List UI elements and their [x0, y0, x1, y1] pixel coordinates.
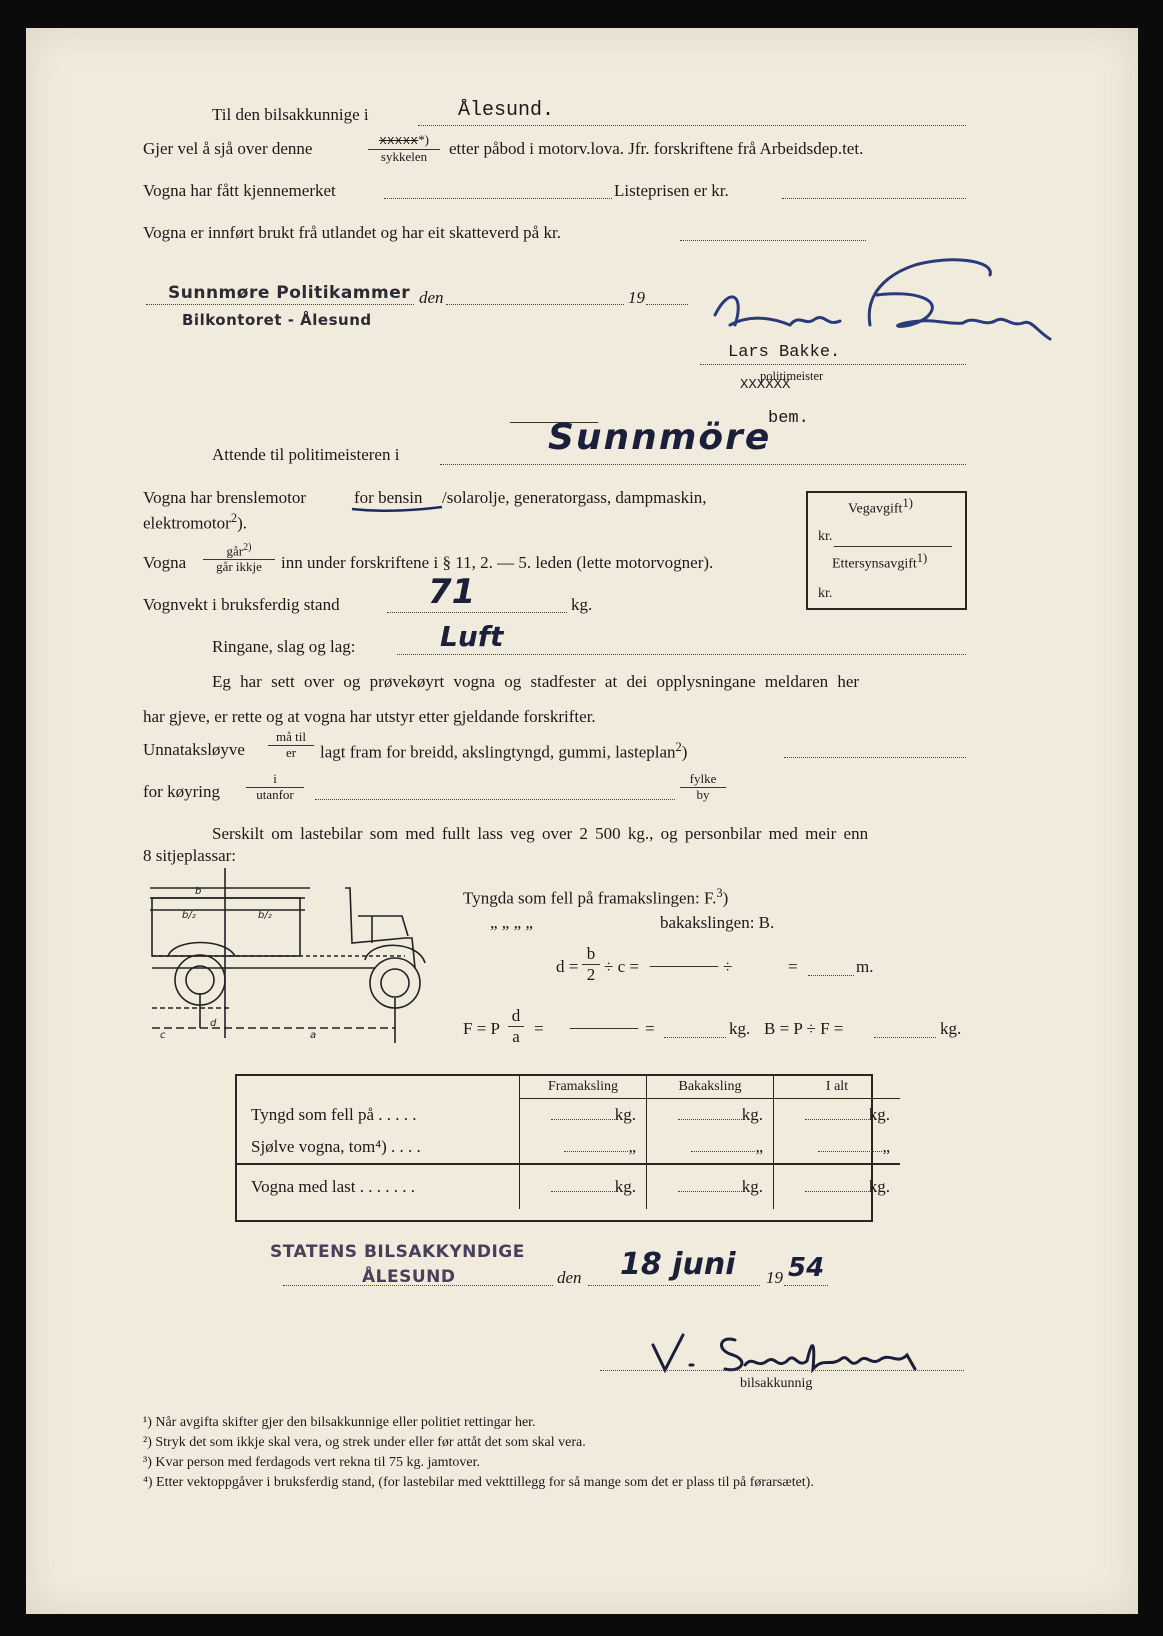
police-den: den	[419, 288, 444, 307]
special-line2: 8 sitjeplassar:	[143, 846, 237, 865]
driving-line	[315, 799, 675, 800]
special-line1: Serskilt om lastebilar som med fullt lass veg over 2 500 kg., og personbilar med meir enn	[212, 824, 869, 843]
declaration-line1: Eg har sett over og prøvekøyrt vogna og stadfester at dei opplysningane meldaren her	[212, 672, 860, 691]
tyres-line	[397, 654, 966, 655]
tyres-label: Ringane, slag og lag:	[212, 637, 356, 656]
row-label: Vogna med last . . . . . . .	[237, 1164, 520, 1209]
formula-m-line	[808, 975, 854, 976]
to-place-line	[418, 125, 966, 126]
exemption-fraction: må til er	[268, 730, 314, 761]
police-title: politimeister	[760, 369, 824, 383]
formula-b-kg: kg.	[940, 1019, 962, 1038]
request-label: Gjer vel å sjå over denne	[143, 139, 313, 158]
exemption-line	[784, 757, 966, 758]
svg-text:b/₂: b/₂	[258, 910, 272, 921]
price-label: Listeprisen er kr.	[614, 181, 729, 200]
weight-line	[387, 612, 567, 613]
svg-text:b: b	[195, 886, 202, 897]
to-place-typed: Ålesund.	[458, 99, 555, 122]
formula-f-blank	[570, 1028, 638, 1029]
police-name-line	[700, 364, 966, 365]
exemption-suffix: lagt fram for breidd, akslingtyngd, gummi, lasteplan$^2$)	[320, 740, 688, 762]
return-place-line	[440, 464, 966, 465]
formula-f-kg: kg.	[729, 1019, 751, 1038]
formula-rear-ditto: „ „ „ „	[490, 913, 533, 932]
rules-suffix: inn under forskriftene i § 11, 2. — 5. leden (lette motorvogner).	[281, 553, 714, 572]
inspector-den: den	[557, 1268, 582, 1287]
formula-d-over-a: $\frac{d}{a}$	[508, 1006, 524, 1046]
inspector-place-line	[283, 1285, 553, 1286]
formula-f-eq: F = P	[463, 1019, 500, 1038]
inspector-date-line	[588, 1285, 760, 1286]
formula-f-line	[664, 1037, 726, 1038]
fee-kr1: kr.	[818, 529, 833, 544]
vehicle-fraction: xxxxx*) sykkelen	[368, 133, 440, 165]
registration-line	[384, 198, 612, 199]
row-label: Tyngd som fell på . . . . .	[251, 1104, 417, 1124]
formula-div: ÷	[723, 957, 733, 976]
import-label: Vogna er innført brukt frå utlandet og har eit skatteverd på kr.	[143, 223, 561, 242]
to-label: Til den bilsakkunnige i	[212, 105, 369, 124]
return-place-handwritten: Sunnmöre	[548, 417, 772, 458]
table-row: Tyngd som fell på . . . . . kg. kg. kg.	[237, 1099, 900, 1132]
police-stamp-line1: Sunnmøre Politikammer	[168, 283, 411, 303]
formula-b-line	[874, 1037, 936, 1038]
police-year-line	[646, 304, 688, 305]
row-label: Sjølve vogna, tom⁴) . . . .	[251, 1137, 421, 1156]
footnote-4: ⁴) Etter vektoppgåver i bruksferdig stand, (for lastebilar med vekttillegg for så mange som det er plass til på førarsætet).	[143, 1475, 814, 1490]
vehicle-den: sykkelen	[380, 148, 428, 164]
formula-b-half: $\frac{b}{2}$	[582, 944, 600, 984]
engine-text-c: elektromotor$^2$).	[143, 511, 247, 533]
engine-text-b: /solarolje, generatorgass, dampmaskin,	[442, 488, 707, 507]
header-bakaksling: Bakaksling	[647, 1076, 774, 1099]
formula-eq: =	[788, 957, 798, 976]
engine-underlined: for bensin	[354, 488, 423, 507]
inspector-date-handwritten: 18 juni	[620, 1247, 736, 1282]
weight-unit: kg.	[571, 595, 593, 614]
inspector-year-handwritten: 54	[788, 1253, 825, 1283]
fee-kr1-line	[834, 546, 952, 547]
weights-table	[237, 1076, 900, 1209]
driving-fraction-unit: fylke by	[680, 772, 726, 803]
police-date-line	[446, 304, 624, 305]
footnote-3: ³) Kvar person med ferdagods vert rekna til 75 kg. jamtover.	[143, 1455, 480, 1470]
driving-fraction-area: i utanfor	[246, 772, 304, 803]
rules-fraction: går$^{2)}$ går ikkje	[203, 542, 275, 575]
import-line	[680, 240, 866, 241]
inspector-title: bilsakkunnig	[740, 1376, 813, 1391]
inspector-stamp-line1: STATENS BILSAKKYNDIGE	[270, 1242, 525, 1262]
fee-kr2: kr.	[818, 586, 833, 601]
formula-b-eq: B = P ÷ F =	[764, 1019, 844, 1038]
svg-text:b/₂: b/₂	[182, 910, 196, 921]
police-note: bem.	[768, 409, 809, 428]
police-title-struck: XXXXXX	[740, 377, 791, 393]
exemption-prefix: Unnataksløyve	[143, 740, 245, 759]
truck-diagram	[140, 868, 430, 1043]
formula-m: m.	[856, 957, 874, 976]
header-framaksling: Framaksling	[520, 1076, 647, 1099]
formula-rear: bakakslingen: B.	[660, 913, 775, 932]
table-row: Vogna med last . . . . . . . kg. kg. kg.	[237, 1164, 900, 1209]
svg-text:c: c	[160, 1030, 166, 1041]
svg-text:a: a	[310, 1030, 317, 1041]
engine-text-a: Vogna har brenslemotor	[143, 488, 307, 507]
formula-front: Tyngda som fell på framakslingen: F.$^3$)	[463, 886, 729, 908]
header-i-alt: I alt	[774, 1076, 901, 1099]
return-label: Attende til politimeisteren i	[212, 445, 400, 464]
formula-d-eq: d =	[556, 957, 579, 976]
footnote-2: ²) Stryk det som ikkje skal vera, og strek under eller før attåt det som skal vera.	[143, 1435, 586, 1450]
formula-minus-c: ÷ c =	[604, 957, 639, 976]
fee-ettersyn: Ettersynsavgift$^{1)}$	[832, 551, 928, 572]
inspector-sign-line	[600, 1370, 964, 1371]
weight-label: Vognvekt i bruksferdig stand	[143, 595, 340, 614]
fee-vegavgift: Vegavgift$^{1)}$	[848, 496, 913, 517]
tyres-value-handwritten: Luft	[440, 620, 504, 653]
vehicle-struck: xxxxx	[379, 133, 419, 148]
formula-f-eq2: =	[534, 1019, 544, 1038]
inspector-year-prefix: 19	[766, 1268, 783, 1287]
police-place-line	[146, 304, 414, 305]
footnote-1: ¹) Når avgifta skifter gjer den bilsakkunnige eller politiet rettingar her.	[143, 1415, 536, 1430]
inspector-year-line	[784, 1285, 828, 1286]
price-line	[782, 198, 966, 199]
engine-underline-mark	[350, 503, 446, 515]
weight-value-handwritten: 71	[428, 572, 476, 612]
police-name-typed: Lars Bakke.	[728, 343, 841, 362]
formula-d-blank	[650, 966, 718, 967]
driving-prefix: for køyring	[143, 782, 220, 801]
inspector-stamp-line2: ÅLESUND	[362, 1267, 456, 1287]
police-year: 19	[628, 288, 645, 307]
formula-f-eq3: =	[645, 1019, 655, 1038]
request-suffix: etter påbod i motorv.lova. Jfr. forskriftene frå Arbeidsdep.tet.	[449, 139, 864, 158]
police-stamp-line2: Bilkontoret - Ålesund	[182, 311, 372, 329]
rules-prefix: Vogna	[143, 553, 187, 572]
svg-text:d: d	[210, 1018, 217, 1029]
registration-label: Vogna har fått kjennemerket	[143, 181, 336, 200]
declaration-line2: har gjeve, er rette og at vogna har utstyr etter gjeldande forskrifter.	[143, 707, 596, 726]
table-row: Sjølve vogna, tom⁴) . . . . „ „ „	[237, 1131, 900, 1164]
